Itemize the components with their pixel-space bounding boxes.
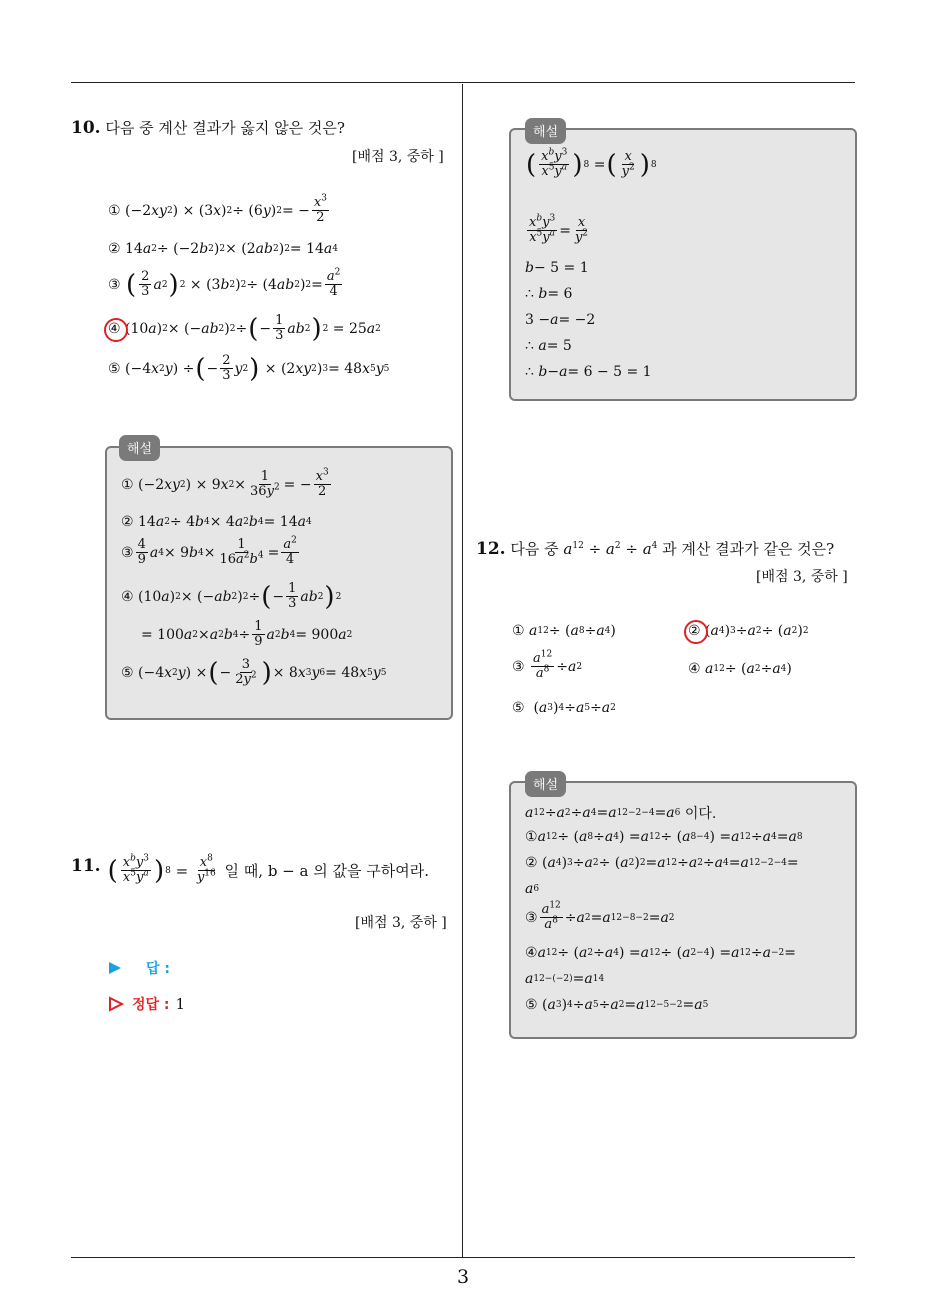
question-number: 10. [71, 118, 101, 138]
explanation-box-q10 [105, 442, 453, 720]
page-number: 3 [456, 1266, 470, 1288]
question-meta: [배점 3, 중하 ] [352, 149, 444, 165]
question-11: 11. ( $\frac{x^by^3}{x^5y^a}$ ) 8 = $\frac{x^8}{y^{16}}$ 일 때, b − a 의 값을 구하여라. [71, 853, 429, 886]
solution-line: ① (−2 xy 2 ) × 9 x 2 × $\frac{1}{36y^2}$ = − $\frac{x^3}{2}$ [121, 467, 329, 500]
solution-line: ③ $\frac{4}{9}$ a 4 × 9 b 4 × $\frac{1}{16a^2b^4}$ = $\frac{a^2}{4}$ [121, 535, 297, 568]
solution-line: ∴ b = 6 [525, 286, 573, 302]
solution-line: ⑤ ( a 3 ) 4 ÷ a 5 ÷ a 2 = a 12−5−2 = a 5 [525, 997, 709, 1013]
solution-line: ② 14 a 2 ÷ 4 b 4 × 4 a 2 b 4 = 14 a 4 [121, 514, 312, 530]
question-12: 12. 다음 중 $a^{12} \div a^2 \div a^4$ 과 계산 결과가 같은 것은? [476, 539, 835, 559]
solution-line: ∴ a = 5 [525, 338, 572, 354]
option-5[interactable]: ⑤ ( a 3 ) 4 ÷ a 5 ÷ a 2 [512, 700, 616, 716]
solution-line: a 12 ÷ a 2 ÷ a 4 = a 12−2−4 = a 6 이다. [525, 805, 717, 822]
question-number: 11. [71, 856, 101, 876]
question-meta: [배점 3, 중하 ] [756, 569, 848, 585]
solution-line: ② ( a 4 ) 3 ÷ a 2 ÷ ( a 2 ) 2 = a 12 ÷ a 2 ÷ a 4 = a 12−2−4 = [525, 855, 799, 871]
option-1[interactable]: ① a 12 ÷ ( a 8 ÷ a 4 ) [512, 623, 616, 639]
answer-row[interactable] [108, 958, 170, 978]
question-meta: [배점 3, 중하 ] [355, 915, 447, 931]
option-5[interactable]: ⑤ (−4 x 2 y ) ÷ ( − $\frac{2}{3}$ y 2 ) × (2 xy 2 ) 3 = 48 x 5 y 5 [108, 353, 390, 384]
solution-line: ① a 12 ÷ ( a 8 ÷ a 4 ) = a 12 ÷ ( a 8−4 ) = a 12 ÷ a 4 = a 8 [525, 829, 803, 845]
play-arrow-icon [108, 961, 122, 975]
option-marker: ④ [108, 320, 121, 337]
solution-line: b − 5 = 1 [525, 260, 589, 276]
solution-line: = 100 a 2 × a 2 b 4 ÷ $\frac{1}{9}$ a 2 b 4 = 900 a 2 [141, 619, 353, 650]
solution-line: ⑤ (−4 x 2 y ) × ( − $\frac{3}{2y^2}$ ) × 8 x 3 y 6 = 48 x 5 y 5 [121, 657, 387, 688]
explanation-label: 해설 [525, 771, 566, 797]
solution-line: ③ $\frac{a^{12}}{a^8}$ ÷ a 2 = a 12−8−2 = a 2 [525, 900, 675, 933]
solution-line: ( $\frac{x^by^3}{x^5y^a}$ ) 8 = ( $\frac{x}{y^2}$ ) 8 [526, 147, 657, 180]
solution-line: ④ a 12 ÷ ( a 2 ÷ a 4 ) = a 12 ÷ ( a 2−4 ) = a 12 ÷ a −2 = [525, 945, 797, 961]
option-2[interactable]: ② 14 a 2 ÷ (−2 b 2 ) 2 × (2 ab 2 ) 2 = 14 a 4 [108, 241, 339, 257]
solution-line: ∴ b − a = 6 − 5 = 1 [525, 364, 652, 380]
solution-line: 3 − a = −2 [525, 312, 596, 328]
option-4[interactable]: ④ a 12 ÷ ( a 2 ÷ a 4 ) [688, 661, 792, 677]
explanation-box-q11 [509, 125, 857, 401]
question-text: 다음 중 계산 결과가 옳지 않은 것은? [105, 119, 345, 137]
option-marker: ③ [108, 276, 121, 293]
option-marker: ② [108, 241, 121, 257]
option-3[interactable]: ③ ( $\frac{2}{3}$ a 2 ) 2 × (3 b 2 ) 2 ÷ (4 ab 2 ) 2 = $\frac{a^2}{4}$ [108, 267, 341, 300]
correct-answer-row [108, 994, 185, 1014]
question-10 [71, 117, 345, 138]
explanation-label: 해설 [119, 435, 160, 461]
question-number: 12. [476, 539, 506, 559]
explanation-label: 해설 [525, 118, 566, 144]
option-2[interactable]: ② ( a 4 ) 3 ÷ a 2 ÷ ( a 2 ) 2 [688, 623, 809, 639]
solution-line: $\frac{x^by^3}{x^5y^a}$ = $\frac{x}{y^2}$ [529, 213, 589, 246]
explanation-box-q12 [509, 778, 857, 1039]
solution-text: 이다. [684, 806, 717, 822]
option-3[interactable]: ③ $\frac{a^{12}}{a^8}$ ÷ a 2 [512, 649, 583, 682]
question-text: 일 때, b − a 의 값을 구하여라. [224, 862, 429, 881]
answer-label: 답 : [146, 961, 170, 977]
column-divider [462, 84, 463, 1258]
selected-answer-circle [104, 318, 128, 342]
solution-line: a 12−(−2) = a 14 [525, 971, 605, 987]
option-marker: ⑤ [108, 360, 121, 377]
solution-line: ④ (10 a ) 2 × (− ab 2 ) 2 ÷ ( − $\frac{1}{3}$ ab 2 ) 2 [121, 581, 342, 612]
question-text-pre: 다음 중 [510, 540, 559, 558]
option-marker: ① [108, 202, 121, 219]
solution-line: a 6 [525, 881, 540, 897]
bottom-rule [71, 1257, 855, 1258]
correct-value: 1 [175, 995, 186, 1013]
question-text-post: 과 계산 결과가 같은 것은? [662, 540, 835, 558]
top-rule [71, 82, 855, 83]
selected-answer-circle [684, 620, 708, 644]
outline-arrow-icon [108, 996, 124, 1012]
correct-label: 정답 : [132, 997, 170, 1013]
option-4[interactable]: ④ (10 a ) 2 × (− ab 2 ) 2 ÷ ( − $\frac{1}{3}$ ab 2 ) 2 = 25 a 2 [108, 313, 381, 344]
option-1[interactable]: ① (−2 xy 2 ) × (3 x ) 2 ÷ (6 y ) 2 = − $\frac{x^3}{2}$ [108, 193, 327, 226]
